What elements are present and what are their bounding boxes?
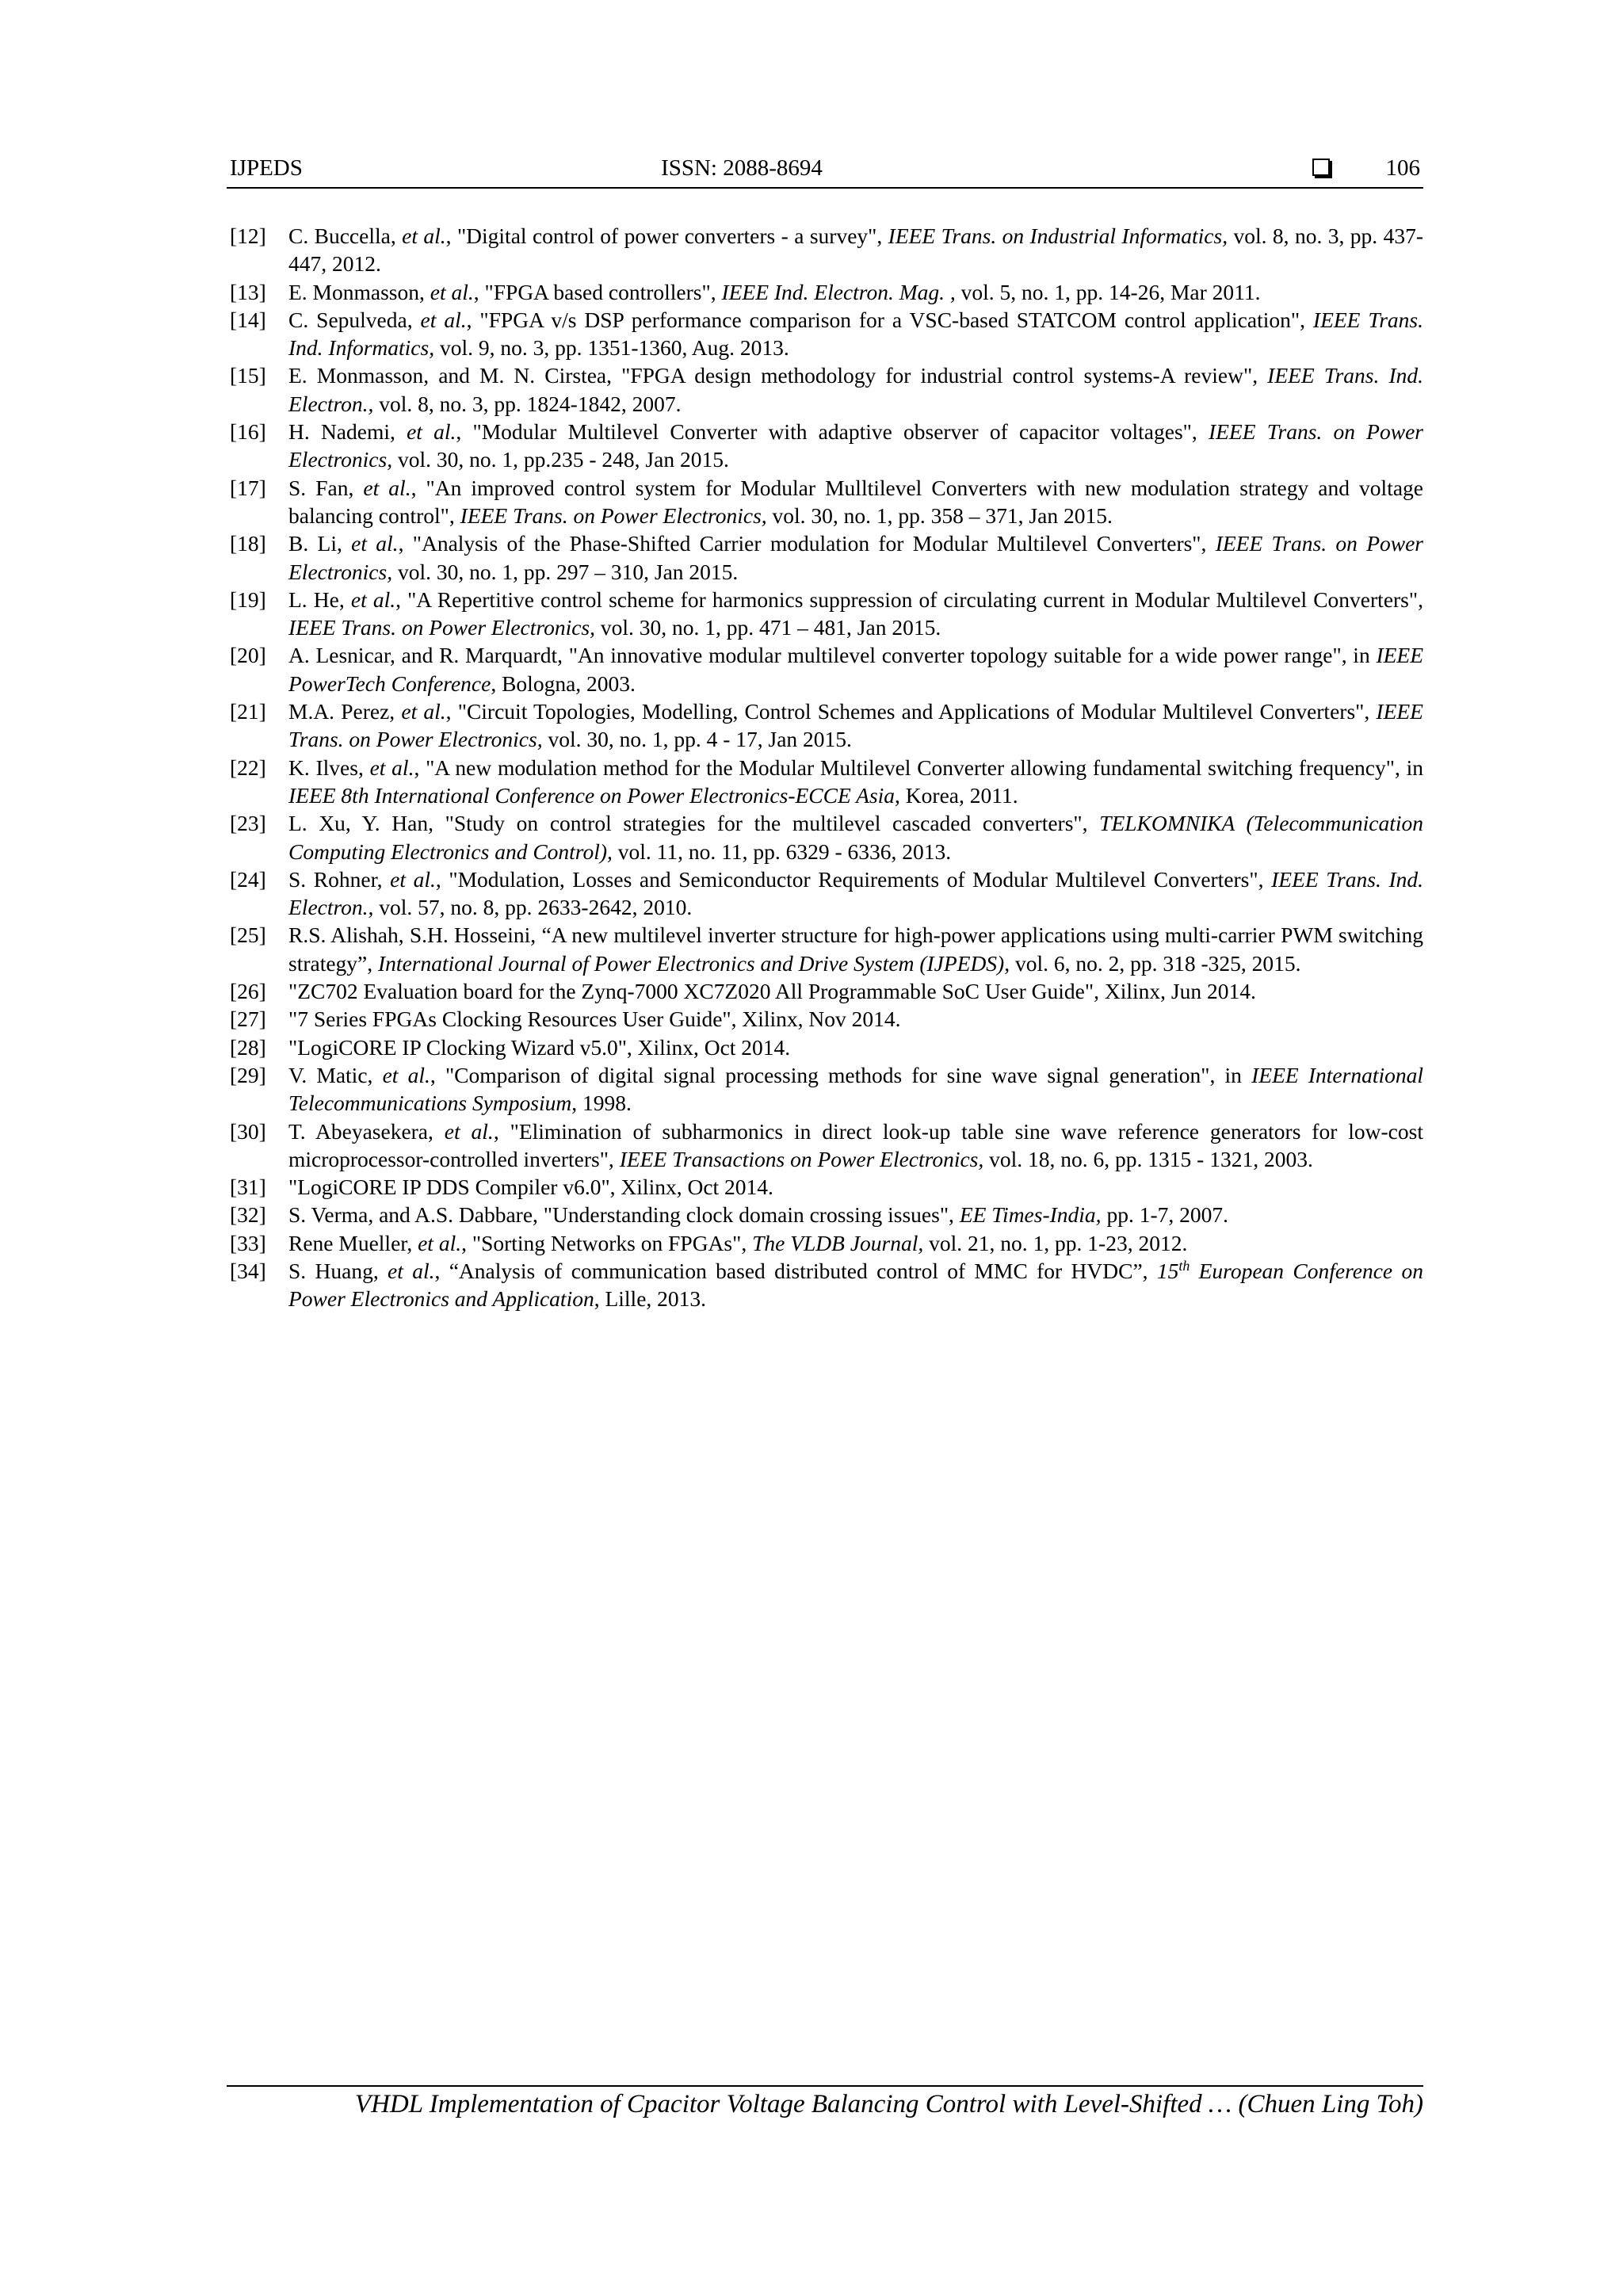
reference-segment: vol. 8, no. 3, pp. 437-447, 2012. bbox=[288, 223, 1423, 277]
reference-segment: H. Nademi, bbox=[288, 419, 407, 445]
reference-number: [30] bbox=[230, 1118, 266, 1144]
reference-text bbox=[288, 586, 1423, 642]
italic-text: European Conference on Power Electronics and Application bbox=[288, 1258, 1423, 1312]
italic-text: IEEE Trans. Ind. Electron., bbox=[288, 866, 1423, 920]
italic-text: IEEE International Telecommunications Symposium bbox=[288, 1062, 1423, 1116]
reference-number: [29] bbox=[230, 1062, 266, 1087]
italic-text: IEEE Trans. on Power Electronics, bbox=[288, 531, 1424, 584]
italic-text: et al. bbox=[402, 223, 446, 248]
reference-segment: "ZC702 Evaluation board for the Zynq-7000 XC7Z020 All Programmable SoC User Guide", Xilinx, Jun 2014. bbox=[288, 979, 1256, 1004]
reference-item bbox=[230, 641, 1423, 697]
italic-text: et al. bbox=[350, 586, 396, 612]
reference-segment: "LogiCORE IP DDS Compiler v6.0", Xilinx, Oct 2014. bbox=[288, 1175, 773, 1200]
italic-text: IEEE Trans. on Power Electronics, bbox=[288, 615, 596, 640]
reference-item bbox=[230, 1005, 1423, 1033]
reference-segment: A. Lesnicar, and R. Marquardt, "An innovative modular multilevel converter topology suitable for a wide power range", in bbox=[288, 643, 1377, 668]
reference-segment: S. Verma, and A.S. Dabbare, "Understanding clock domain crossing issues", bbox=[288, 1202, 960, 1228]
reference-text bbox=[288, 1061, 1423, 1117]
reference-segment: L. He, bbox=[288, 586, 351, 612]
italic-text: International Journal of Power Electronics and Drive System (IJPEDS) bbox=[378, 950, 1005, 976]
italic-text: IEEE Trans. on Industrial Informatics, bbox=[888, 223, 1228, 248]
reference-segment: , "A Repertitive control scheme for harmonics suppression of circulating current in Modular Multilevel Converters", bbox=[395, 586, 1423, 612]
reference-item bbox=[230, 977, 1423, 1005]
page-header bbox=[227, 151, 1423, 189]
reference-number: [27] bbox=[230, 1007, 266, 1032]
reference-item bbox=[230, 1061, 1423, 1117]
italic-text: IEEE Ind. Electron. Mag. , bbox=[721, 279, 956, 304]
reference-item bbox=[230, 474, 1423, 530]
reference-text bbox=[288, 754, 1423, 810]
reference-segment: , "An improved control system for Modular Mulltilevel Converters with new modulation strategy and voltage balancing control", bbox=[288, 475, 1423, 528]
reference-text bbox=[288, 361, 1423, 418]
reference-text bbox=[288, 1117, 1423, 1174]
reference-segment: , "Modular Multilevel Converter with adaptive observer of capacitor voltages", bbox=[456, 419, 1209, 445]
reference-segment: S. Rohner, bbox=[288, 866, 391, 892]
reference-item bbox=[230, 529, 1423, 586]
reference-segment: vol. 5, no. 1, pp. 14-26, Mar 2011. bbox=[955, 279, 1261, 304]
reference-segment: K. Ilves, bbox=[288, 755, 370, 780]
italic-text: et al. bbox=[401, 699, 446, 724]
reference-number: [18] bbox=[230, 531, 266, 556]
italic-text: IEEE Trans. on Power Electronics, bbox=[288, 699, 1423, 752]
reference-item bbox=[230, 1033, 1423, 1061]
italic-text: IEEE Transactions on Power Electronics, bbox=[619, 1146, 984, 1171]
reference-segment: , 1998. bbox=[571, 1091, 632, 1116]
reference-text bbox=[288, 1229, 1423, 1257]
reference-item bbox=[230, 697, 1423, 754]
reference-segment: R.S. Alishah, S.H. Hosseini, “A new multilevel inverter structure for high-power applications using multi-carrier PWM switching strategy”, bbox=[288, 923, 1423, 976]
reference-segment: , "Sorting Networks on FPGAs", bbox=[461, 1230, 753, 1255]
reference-segment: , Korea, 2011. bbox=[895, 782, 1018, 808]
reference-text bbox=[288, 809, 1423, 865]
reference-segment: vol. 9, no. 3, pp. 1351-1360, Aug. 2013. bbox=[434, 335, 789, 361]
reference-text bbox=[288, 1173, 1423, 1201]
reference-number: [17] bbox=[230, 475, 266, 500]
reference-segment: , "Comparison of digital signal processing methods for sine wave signal generation", in bbox=[430, 1062, 1252, 1087]
reference-item bbox=[230, 222, 1423, 278]
reference-segment: vol. 30, no. 1, pp. 297 – 310, Jan 2015. bbox=[392, 559, 739, 584]
reference-segment: , "A new modulation method for the Modular Multilevel Converter allowing fundamental switching frequency", in bbox=[414, 755, 1423, 780]
reference-text bbox=[288, 222, 1423, 278]
reference-item bbox=[230, 306, 1423, 362]
reference-number: [21] bbox=[230, 699, 266, 724]
reference-segment: L. Xu, Y. Han, "Study on control strategies for the multilevel cascaded converters", bbox=[288, 811, 1100, 836]
reference-number: [32] bbox=[230, 1202, 266, 1228]
reference-item bbox=[230, 1229, 1423, 1257]
italic-text: The VLDB Journal, bbox=[752, 1230, 924, 1255]
reference-item bbox=[230, 1117, 1423, 1174]
reference-item bbox=[230, 1201, 1423, 1228]
reference-segment: vol. 30, no. 1, pp. 4 - 17, Jan 2015. bbox=[542, 727, 852, 752]
reference-segment: , "Digital control of power converters - a survey", bbox=[445, 223, 888, 248]
italic-text: et al. bbox=[418, 1230, 462, 1255]
reference-item bbox=[230, 361, 1423, 418]
reference-segment: , "Elimination of subharmonics in direct look-up table sine wave reference generators for low-cost microprocessor-controlled inverters", bbox=[288, 1118, 1423, 1171]
reference-segment: , “Analysis of communication based distributed control of MMC for HVDC”, bbox=[434, 1258, 1157, 1283]
reference-text bbox=[288, 278, 1423, 306]
italic-text: et al. bbox=[407, 419, 456, 445]
italic-text: EE Times-India, bbox=[959, 1202, 1102, 1228]
reference-number: [16] bbox=[230, 419, 266, 445]
reference-item bbox=[230, 921, 1423, 977]
reference-number: [25] bbox=[230, 923, 266, 948]
reference-item bbox=[230, 1173, 1423, 1201]
issn-number: ISSN: 2088-8694 bbox=[661, 155, 823, 181]
reference-number: [23] bbox=[230, 811, 266, 836]
reference-segment: C. Sepulveda, bbox=[288, 307, 421, 332]
reference-number: [34] bbox=[230, 1258, 266, 1283]
reference-segment: vol. 30, no. 1, pp.235 - 248, Jan 2015. bbox=[392, 447, 729, 472]
reference-segment: V. Matic, bbox=[288, 1062, 383, 1087]
reference-item bbox=[230, 865, 1423, 922]
reference-segment: B. Li, bbox=[288, 531, 352, 556]
reference-segment: , vol. 6, no. 2, pp. 318 -325, 2015. bbox=[1004, 950, 1301, 976]
reference-number: [31] bbox=[230, 1175, 266, 1200]
reference-segment: vol. 30, no. 1, pp. 358 – 371, Jan 2015. bbox=[766, 502, 1113, 528]
italic-text: et al. bbox=[363, 475, 411, 500]
reference-text bbox=[288, 1257, 1423, 1313]
reference-segment: "LogiCORE IP Clocking Wizard v5.0", Xilinx, Oct 2014. bbox=[288, 1034, 791, 1060]
reference-text bbox=[288, 418, 1423, 474]
italic-text: et al. bbox=[420, 307, 467, 332]
italic-text: IEEE Trans. Ind. Informatics, bbox=[288, 307, 1423, 361]
running-title: VHDL Implementation of Cpacitor Voltage Balancing Control with Level-Shifted … (Chuen Ling Toh) bbox=[354, 2090, 1423, 2118]
reference-segment: vol. 57, no. 8, pp. 2633-2642, 2010. bbox=[373, 895, 693, 920]
reference-item bbox=[230, 278, 1423, 306]
superscript-text: th bbox=[1178, 1257, 1190, 1274]
reference-segment: , "FPGA based controllers", bbox=[473, 279, 722, 304]
reference-segment: , "Modulation, Losses and Semiconductor Requirements of Modular Multilevel Converters", bbox=[435, 866, 1272, 892]
italic-text: et al. bbox=[390, 866, 436, 892]
reference-text bbox=[288, 1201, 1423, 1228]
reference-segment: , Lille, 2013. bbox=[594, 1286, 707, 1312]
reference-text bbox=[288, 474, 1423, 530]
reference-segment: M.A. Perez, bbox=[288, 699, 402, 724]
reference-number: [14] bbox=[230, 307, 266, 332]
italic-text: IEEE Trans. on Power Electronics, bbox=[460, 502, 767, 528]
reference-item bbox=[230, 586, 1423, 642]
italic-text: IEEE PowerTech Conference bbox=[288, 643, 1423, 696]
box-icon bbox=[1312, 159, 1330, 176]
italic-text: et al. bbox=[430, 279, 474, 304]
reference-segment: , "Circuit Topologies, Modelling, Control Schemes and Applications of Modular Multilevel Converters", bbox=[445, 699, 1377, 724]
reference-segment: vol. 8, no. 3, pp. 1824-1842, 2007. bbox=[373, 391, 682, 416]
reference-number: [33] bbox=[230, 1230, 266, 1255]
reference-number: [22] bbox=[230, 755, 266, 780]
reference-text bbox=[288, 697, 1423, 754]
reference-text bbox=[288, 1005, 1423, 1033]
reference-segment: vol. 18, no. 6, pp. 1315 - 1321, 2003. bbox=[983, 1146, 1313, 1171]
reference-segment: S. Huang, bbox=[288, 1258, 388, 1283]
italic-text: IEEE Trans. on Power Electronics, bbox=[288, 419, 1423, 472]
reference-segment: E. Monmasson, bbox=[288, 279, 430, 304]
reference-number: [19] bbox=[230, 586, 266, 612]
reference-text bbox=[288, 529, 1423, 586]
reference-segment: , "Analysis of the Phase-Shifted Carrier modulation for Modular Multilevel Converters", bbox=[398, 531, 1216, 556]
reference-segment: C. Buccella, bbox=[288, 223, 403, 248]
italic-text: 15 bbox=[1156, 1258, 1179, 1283]
italic-text: et al. bbox=[382, 1062, 430, 1087]
reference-text bbox=[288, 977, 1423, 1005]
italic-text: et al. bbox=[388, 1258, 435, 1283]
journal-name: IJPEDS bbox=[230, 155, 303, 181]
reference-number: [20] bbox=[230, 643, 266, 668]
reference-item bbox=[230, 754, 1423, 810]
reference-number: [12] bbox=[230, 223, 266, 248]
reference-number: [15] bbox=[230, 363, 266, 388]
italic-text: IEEE 8th International Conference on Power Electronics-ECCE Asia bbox=[288, 782, 896, 808]
italic-text: et al. bbox=[351, 531, 399, 556]
reference-segment: E. Monmasson, and M. N. Cirstea, "FPGA design methodology for industrial control systems-A review", bbox=[288, 363, 1268, 388]
reference-segment: T. Abeyasekera, bbox=[288, 1118, 445, 1144]
reference-number: [28] bbox=[230, 1034, 266, 1060]
italic-text: TELKOMNIKA (Telecommunication Computing Electronics and Control), bbox=[288, 811, 1423, 864]
reference-text bbox=[288, 1033, 1423, 1061]
reference-text bbox=[288, 306, 1423, 362]
reference-segment: "7 Series FPGAs Clocking Resources User Guide", Xilinx, Nov 2014. bbox=[288, 1007, 901, 1032]
italic-text: IEEE Trans. Ind. Electron., bbox=[288, 363, 1424, 416]
reference-segment: , Bologna, 2003. bbox=[491, 670, 636, 696]
reference-list bbox=[230, 222, 1423, 1313]
reference-text bbox=[288, 865, 1423, 922]
reference-text bbox=[288, 921, 1423, 977]
reference-number: [13] bbox=[230, 279, 266, 304]
reference-text bbox=[288, 641, 1423, 697]
italic-text: et al. bbox=[444, 1118, 494, 1144]
page-number: 106 bbox=[1385, 155, 1420, 181]
reference-number: [24] bbox=[230, 866, 266, 892]
reference-segment: vol. 11, no. 11, pp. 6329 - 6336, 2013. bbox=[612, 839, 952, 864]
reference-item bbox=[230, 418, 1423, 474]
page-footer bbox=[227, 2085, 1423, 2119]
reference-segment: , "FPGA v/s DSP performance comparison for a VSC-based STATCOM control application", bbox=[466, 307, 1313, 332]
reference-segment: S. Fan, bbox=[288, 475, 364, 500]
reference-item bbox=[230, 1257, 1423, 1313]
reference-segment: vol. 21, no. 1, pp. 1-23, 2012. bbox=[923, 1230, 1188, 1255]
reference-segment: Rene Mueller, bbox=[288, 1230, 418, 1255]
reference-number: [26] bbox=[230, 979, 266, 1004]
reference-segment: vol. 30, no. 1, pp. 471 – 481, Jan 2015. bbox=[595, 615, 941, 640]
reference-segment: pp. 1-7, 2007. bbox=[1101, 1202, 1228, 1228]
italic-text: et al. bbox=[369, 755, 414, 780]
reference-item bbox=[230, 809, 1423, 865]
